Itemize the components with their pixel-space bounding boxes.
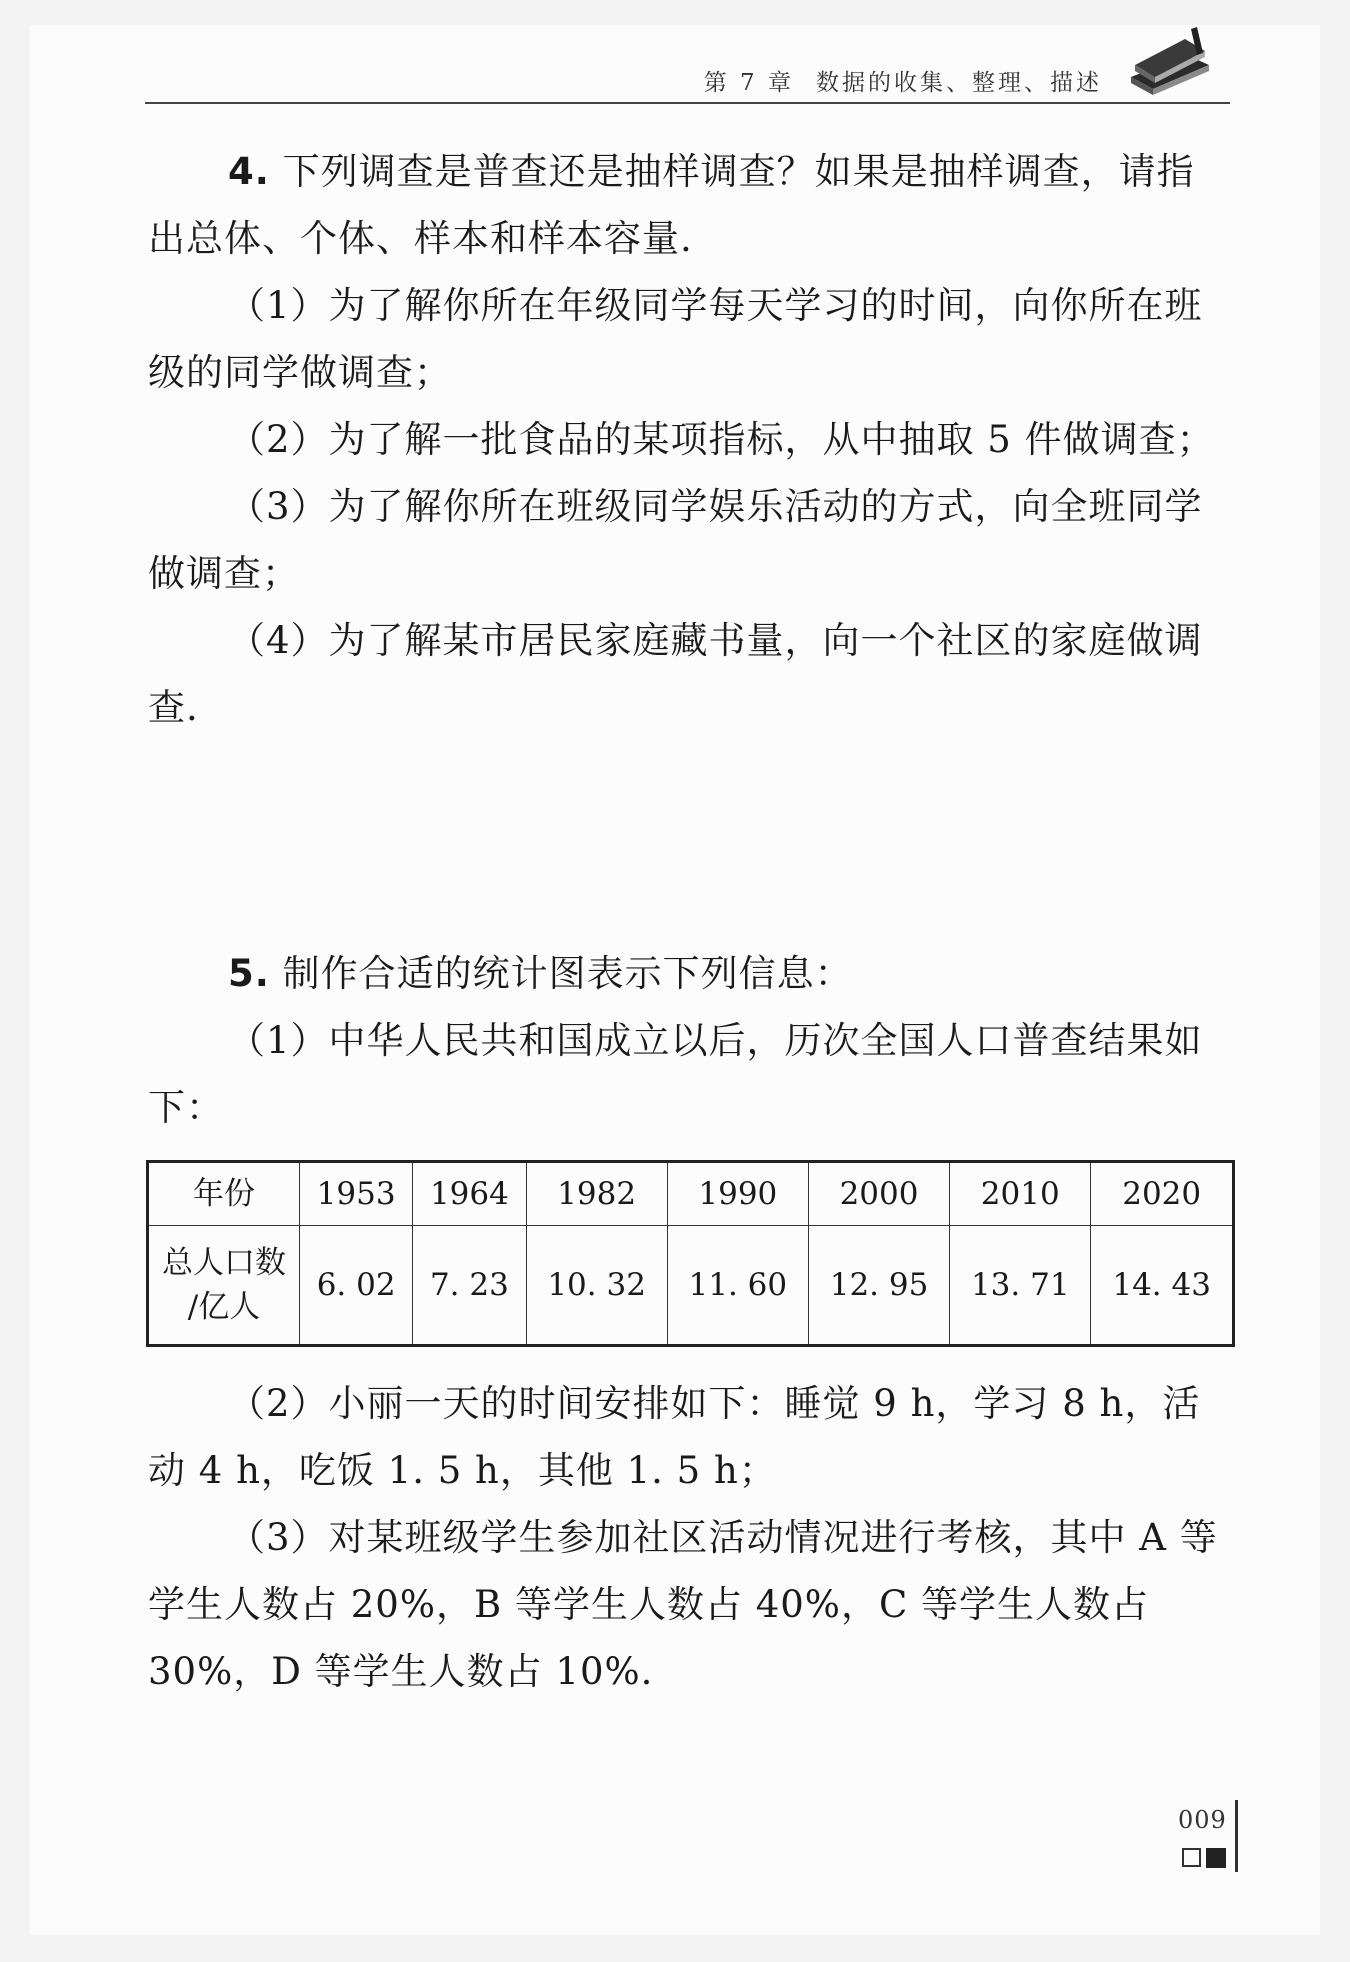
header-rule (145, 102, 1230, 104)
population-cell: 12. 95 (808, 1226, 949, 1346)
year-header-cell: 年份 (148, 1162, 300, 1226)
population-cell: 14. 43 (1091, 1226, 1234, 1346)
q4-item-4: （4）为了解某市居民家庭藏书量，向一个社区的家庭做调查. (148, 619, 1203, 729)
population-cell: 10. 32 (526, 1226, 667, 1346)
page-number: 009 (1178, 1806, 1227, 1834)
q5-item-1: （1）中华人民共和国成立以后，历次全国人口普查结果如下： (148, 1019, 1203, 1129)
q5-item-2: （2）小丽一天的时间安排如下：睡觉 9 h，学习 8 h，活动 4 h，吃饭 1. 5 h，其他 1. 5 h； (148, 1382, 1201, 1492)
question-5-continued (148, 1370, 1238, 1705)
question-4 (148, 138, 1238, 741)
footer-rule (1235, 1800, 1238, 1872)
empty-square-icon (1182, 1848, 1201, 1867)
q5-number: 5. (228, 952, 270, 995)
q4-item-1: （1）为了解你所在年级同学每天学习的时间，向你所在班级的同学做调查； (148, 284, 1203, 394)
q5-stem (148, 940, 1238, 1007)
q5-item-3: （3）对某班级学生参加社区活动情况进行考核，其中 A 等学生人数占 20%，B 等学生人数占 40%，C 等学生人数占 30%，D 等学生人数占 10%. (148, 1516, 1218, 1693)
population-header-cell (148, 1226, 300, 1346)
population-table (146, 1160, 1235, 1347)
q4-item-3: （3）为了解你所在班级同学娱乐活动的方式，向全班同学做调查； (148, 485, 1203, 595)
year-cell: 1964 (413, 1162, 526, 1226)
year-cell: 2000 (808, 1162, 949, 1226)
q5-stem-text: 制作合适的统计图表示下列信息： (282, 952, 853, 995)
question-5 (148, 940, 1238, 1141)
year-cell: 1982 (526, 1162, 667, 1226)
q4-stem-line2: 出总体、个体、样本和样本容量. (148, 217, 693, 260)
q4-item-2: （2）为了解一批食品的某项指标，从中抽取 5 件做调查； (228, 418, 1215, 461)
q4-stem (148, 138, 1238, 205)
population-cell: 6. 02 (300, 1226, 413, 1346)
population-header-line1: 总人口数 (162, 1245, 286, 1281)
year-cell: 1990 (667, 1162, 808, 1226)
population-cell: 13. 71 (950, 1226, 1091, 1346)
chapter-title: 数据的收集、整理、描述 (816, 70, 1102, 96)
year-cell: 2010 (950, 1162, 1091, 1226)
q4-stem-line1: 下列调查是普查还是抽样调查？如果是抽样调查，请指 (282, 150, 1195, 193)
year-cell: 2020 (1091, 1162, 1234, 1226)
q4-number: 4. (228, 150, 270, 193)
filled-square-icon (1206, 1848, 1226, 1868)
table-row (148, 1162, 1234, 1226)
population-cell: 11. 60 (667, 1226, 808, 1346)
running-header (682, 64, 1102, 97)
population-header-line2: /亿人 (187, 1289, 261, 1325)
book-stack-icon (1125, 25, 1215, 97)
year-cell: 1953 (300, 1162, 413, 1226)
population-cell: 7. 23 (413, 1226, 526, 1346)
chapter-label: 第 7 章 (703, 70, 794, 96)
table-row (148, 1226, 1234, 1346)
